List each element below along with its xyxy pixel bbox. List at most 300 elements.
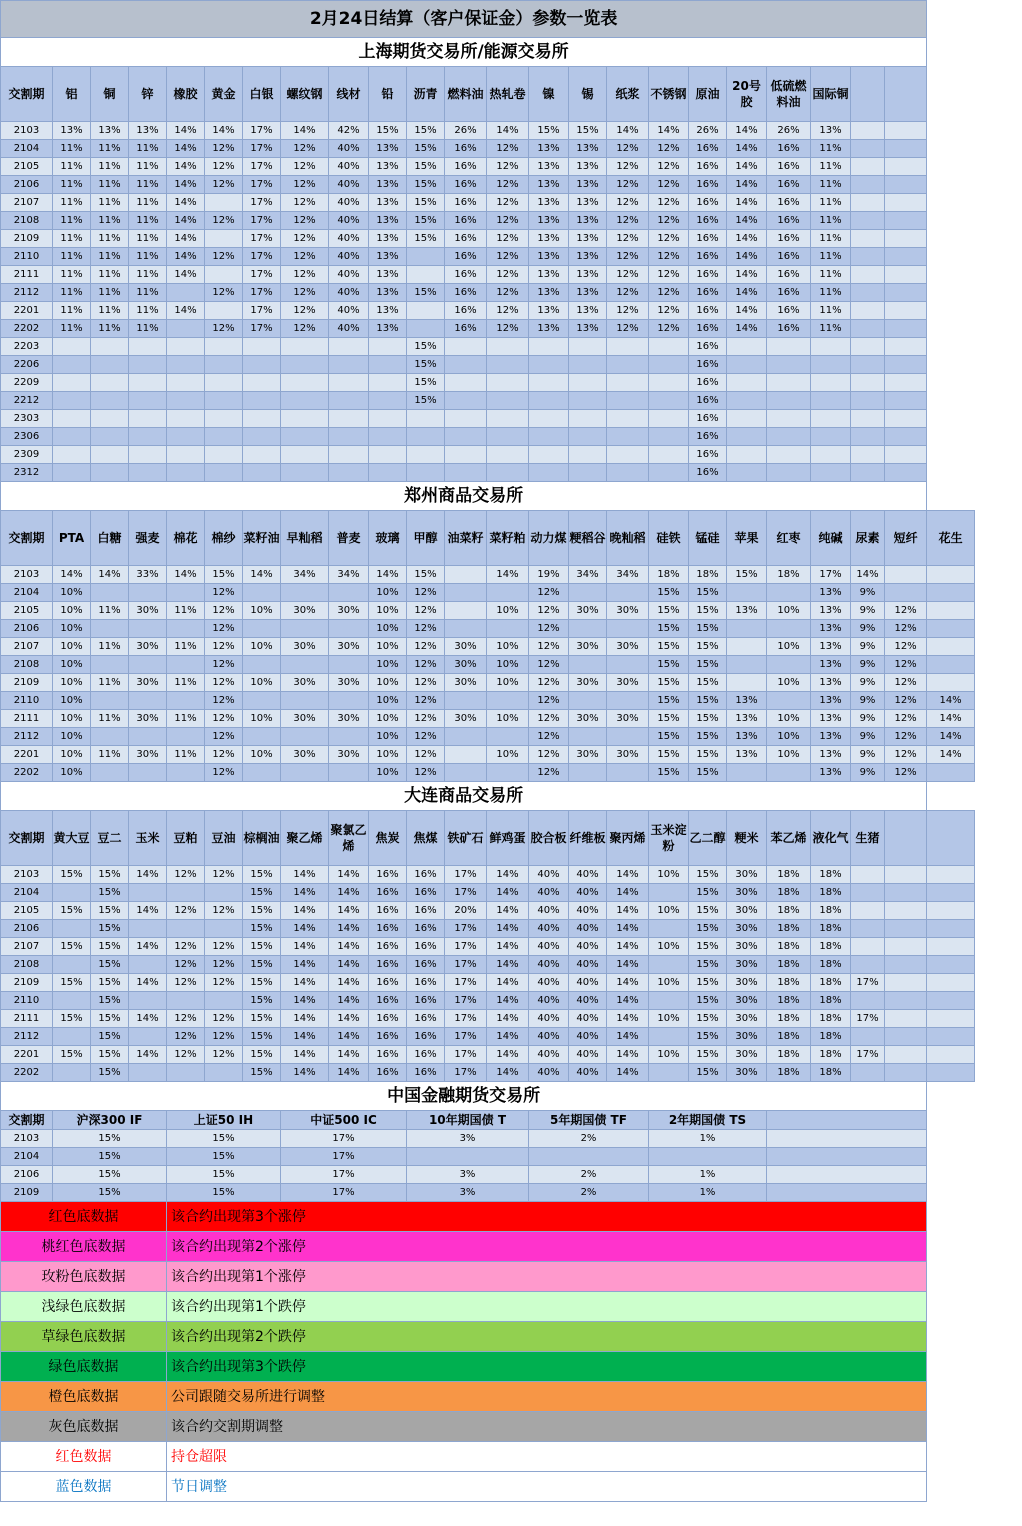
shfe-margin-cell: 15% bbox=[569, 122, 607, 140]
czce-margin-cell bbox=[767, 584, 811, 602]
shfe-margin-cell bbox=[445, 338, 487, 356]
czce-margin-cell: 30% bbox=[129, 674, 167, 692]
shfe-margin-cell: 16% bbox=[689, 464, 727, 482]
shfe-margin-cell bbox=[53, 338, 91, 356]
czce-margin-cell: 12% bbox=[407, 710, 445, 728]
shfe-margin-cell bbox=[487, 410, 529, 428]
shfe-margin-cell bbox=[487, 446, 529, 464]
czce-table-row bbox=[1, 764, 975, 782]
czce-header-cell: 晚籼稻 bbox=[607, 511, 649, 566]
czce-delivery-period: 2103 bbox=[1, 566, 53, 584]
czce-margin-cell: 30% bbox=[607, 674, 649, 692]
dce-margin-cell: 14% bbox=[281, 920, 329, 938]
shfe-margin-cell bbox=[445, 464, 487, 482]
shfe-margin-cell bbox=[281, 338, 329, 356]
shfe-header-cell: 白银 bbox=[243, 67, 281, 122]
legend-description: 节日调整 bbox=[167, 1472, 927, 1502]
dce-margin-cell: 14% bbox=[607, 992, 649, 1010]
dce-margin-cell bbox=[205, 1064, 243, 1082]
czce-margin-cell: 11% bbox=[91, 710, 129, 728]
shfe-table-row bbox=[1, 230, 975, 248]
shfe-header-cell bbox=[885, 67, 927, 122]
dce-margin-cell: 10% bbox=[649, 974, 689, 992]
czce-margin-cell: 12% bbox=[407, 692, 445, 710]
czce-header-cell: 菜籽粕 bbox=[487, 511, 529, 566]
shfe-margin-cell bbox=[129, 428, 167, 446]
czce-margin-cell bbox=[129, 620, 167, 638]
shfe-margin-cell bbox=[885, 176, 927, 194]
shfe-margin-cell: 11% bbox=[91, 284, 129, 302]
cffex-table-row bbox=[1, 1130, 975, 1148]
dce-margin-cell: 15% bbox=[91, 902, 129, 920]
dce-margin-cell: 14% bbox=[607, 956, 649, 974]
shfe-margin-cell bbox=[851, 446, 885, 464]
czce-margin-cell bbox=[329, 764, 369, 782]
shfe-margin-cell: 16% bbox=[689, 266, 727, 284]
czce-margin-cell bbox=[727, 656, 767, 674]
shfe-header-cell: 锡 bbox=[569, 67, 607, 122]
czce-delivery-period: 2108 bbox=[1, 656, 53, 674]
czce-header-cell: 花生 bbox=[927, 511, 975, 566]
dce-margin-cell: 12% bbox=[167, 938, 205, 956]
czce-margin-cell: 13% bbox=[727, 710, 767, 728]
shfe-margin-cell bbox=[885, 410, 927, 428]
czce-delivery-period: 2110 bbox=[1, 692, 53, 710]
shfe-margin-cell bbox=[407, 266, 445, 284]
shfe-margin-cell bbox=[329, 338, 369, 356]
shfe-margin-cell: 26% bbox=[445, 122, 487, 140]
shfe-margin-cell bbox=[851, 266, 885, 284]
shfe-margin-cell bbox=[727, 338, 767, 356]
dce-margin-cell: 40% bbox=[529, 866, 569, 884]
dce-margin-cell: 18% bbox=[767, 992, 811, 1010]
dce-margin-cell: 17% bbox=[445, 956, 487, 974]
czce-margin-cell bbox=[927, 638, 975, 656]
shfe-margin-cell bbox=[329, 428, 369, 446]
dce-margin-cell: 14% bbox=[607, 974, 649, 992]
czce-margin-cell bbox=[927, 566, 975, 584]
legend-description: 该合约出现第2个涨停 bbox=[167, 1232, 927, 1262]
dce-delivery-period: 2201 bbox=[1, 1046, 53, 1064]
dce-margin-cell: 14% bbox=[329, 1010, 369, 1028]
dce-margin-cell: 40% bbox=[569, 884, 607, 902]
shfe-table-row bbox=[1, 158, 975, 176]
czce-margin-cell: 10% bbox=[369, 620, 407, 638]
dce-margin-cell: 18% bbox=[767, 974, 811, 992]
cffex-margin-cell: 15% bbox=[167, 1130, 281, 1148]
cffex-margin-cell: 2% bbox=[529, 1184, 649, 1202]
shfe-margin-cell: 16% bbox=[445, 176, 487, 194]
shfe-margin-cell: 14% bbox=[167, 248, 205, 266]
shfe-margin-cell: 14% bbox=[727, 122, 767, 140]
czce-margin-cell: 11% bbox=[167, 746, 205, 764]
shfe-margin-cell bbox=[529, 392, 569, 410]
shfe-margin-cell bbox=[407, 320, 445, 338]
legend-label: 灰色底数据 bbox=[1, 1412, 167, 1442]
shfe-margin-cell: 15% bbox=[407, 176, 445, 194]
shfe-margin-cell: 15% bbox=[407, 194, 445, 212]
shfe-margin-cell: 11% bbox=[129, 266, 167, 284]
shfe-margin-cell: 16% bbox=[767, 212, 811, 230]
czce-margin-cell: 13% bbox=[727, 728, 767, 746]
shfe-margin-cell: 14% bbox=[727, 320, 767, 338]
shfe-margin-cell bbox=[487, 338, 529, 356]
dce-margin-cell bbox=[129, 992, 167, 1010]
dce-margin-cell: 18% bbox=[811, 992, 851, 1010]
shfe-delivery-period: 2106 bbox=[1, 176, 53, 194]
shfe-margin-cell bbox=[91, 338, 129, 356]
cffex-margin-cell bbox=[767, 1148, 927, 1166]
czce-margin-cell: 15% bbox=[649, 584, 689, 602]
shfe-margin-cell: 11% bbox=[53, 266, 91, 284]
shfe-margin-cell: 15% bbox=[407, 122, 445, 140]
czce-margin-cell bbox=[91, 584, 129, 602]
shfe-margin-cell bbox=[205, 428, 243, 446]
dce-margin-cell: 16% bbox=[407, 1028, 445, 1046]
dce-margin-cell: 15% bbox=[689, 1064, 727, 1082]
shfe-margin-cell bbox=[329, 464, 369, 482]
shfe-margin-cell: 12% bbox=[205, 284, 243, 302]
dce-margin-cell bbox=[129, 1028, 167, 1046]
shfe-margin-cell bbox=[767, 338, 811, 356]
dce-margin-cell: 14% bbox=[487, 1028, 529, 1046]
shfe-margin-cell: 13% bbox=[569, 284, 607, 302]
czce-margin-cell: 10% bbox=[53, 674, 91, 692]
legend-row bbox=[1, 1442, 975, 1472]
shfe-margin-cell: 12% bbox=[205, 140, 243, 158]
shfe-margin-cell: 12% bbox=[607, 248, 649, 266]
shfe-margin-cell: 11% bbox=[129, 140, 167, 158]
czce-margin-cell: 12% bbox=[885, 710, 927, 728]
shfe-margin-cell: 12% bbox=[649, 176, 689, 194]
shfe-delivery-period: 2306 bbox=[1, 428, 53, 446]
legend-label: 玫粉色底数据 bbox=[1, 1262, 167, 1292]
shfe-margin-cell: 26% bbox=[767, 122, 811, 140]
dce-margin-cell: 18% bbox=[767, 1010, 811, 1028]
czce-margin-cell bbox=[927, 674, 975, 692]
shfe-margin-cell: 17% bbox=[243, 230, 281, 248]
dce-margin-cell: 14% bbox=[329, 902, 369, 920]
shfe-margin-cell: 12% bbox=[607, 320, 649, 338]
shfe-margin-cell bbox=[243, 338, 281, 356]
shfe-margin-cell: 12% bbox=[607, 302, 649, 320]
czce-margin-cell bbox=[607, 692, 649, 710]
czce-margin-cell: 10% bbox=[369, 584, 407, 602]
shfe-margin-cell bbox=[369, 428, 407, 446]
shfe-margin-cell bbox=[811, 446, 851, 464]
czce-margin-cell: 14% bbox=[487, 566, 529, 584]
shfe-margin-cell: 11% bbox=[91, 248, 129, 266]
czce-margin-cell: 12% bbox=[205, 710, 243, 728]
shfe-margin-cell: 42% bbox=[329, 122, 369, 140]
dce-margin-cell: 40% bbox=[569, 1064, 607, 1082]
czce-margin-cell: 10% bbox=[487, 638, 529, 656]
dce-delivery-period: 2202 bbox=[1, 1064, 53, 1082]
shfe-margin-cell bbox=[167, 428, 205, 446]
czce-margin-cell: 10% bbox=[369, 710, 407, 728]
shfe-margin-cell bbox=[91, 428, 129, 446]
dce-table-row bbox=[1, 866, 975, 884]
czce-margin-cell bbox=[243, 728, 281, 746]
dce-margin-cell: 15% bbox=[689, 884, 727, 902]
shfe-margin-cell: 12% bbox=[649, 266, 689, 284]
shfe-margin-cell bbox=[569, 428, 607, 446]
shfe-margin-cell: 17% bbox=[243, 122, 281, 140]
czce-margin-cell: 10% bbox=[53, 746, 91, 764]
shfe-margin-cell bbox=[851, 374, 885, 392]
shfe-margin-cell: 13% bbox=[569, 230, 607, 248]
czce-margin-cell: 10% bbox=[767, 728, 811, 746]
czce-table-row bbox=[1, 674, 975, 692]
shfe-margin-cell: 14% bbox=[487, 122, 529, 140]
dce-margin-cell: 16% bbox=[369, 956, 407, 974]
dce-margin-cell: 18% bbox=[767, 1028, 811, 1046]
shfe-margin-cell bbox=[885, 302, 927, 320]
czce-margin-cell: 10% bbox=[53, 620, 91, 638]
shfe-margin-cell bbox=[767, 374, 811, 392]
shfe-margin-cell bbox=[529, 356, 569, 374]
shfe-margin-cell: 17% bbox=[243, 212, 281, 230]
czce-margin-cell bbox=[607, 584, 649, 602]
shfe-margin-cell: 13% bbox=[529, 284, 569, 302]
czce-margin-cell bbox=[445, 602, 487, 620]
shfe-margin-cell bbox=[885, 428, 927, 446]
shfe-margin-cell: 16% bbox=[445, 212, 487, 230]
shfe-margin-cell: 26% bbox=[689, 122, 727, 140]
czce-margin-cell bbox=[243, 692, 281, 710]
shfe-table-row bbox=[1, 392, 975, 410]
dce-margin-cell: 16% bbox=[407, 1064, 445, 1082]
dce-margin-cell bbox=[927, 902, 975, 920]
dce-margin-cell bbox=[851, 920, 885, 938]
shfe-margin-cell: 12% bbox=[649, 248, 689, 266]
dce-header-cell: 豆粕 bbox=[167, 811, 205, 866]
shfe-margin-cell: 13% bbox=[529, 140, 569, 158]
czce-margin-cell: 30% bbox=[329, 710, 369, 728]
shfe-margin-cell bbox=[243, 446, 281, 464]
dce-margin-cell: 12% bbox=[167, 866, 205, 884]
dce-margin-cell bbox=[885, 1010, 927, 1028]
shfe-margin-cell: 16% bbox=[767, 230, 811, 248]
dce-margin-cell: 14% bbox=[281, 1010, 329, 1028]
shfe-margin-cell bbox=[53, 356, 91, 374]
shfe-margin-cell: 16% bbox=[767, 248, 811, 266]
shfe-margin-cell bbox=[487, 356, 529, 374]
czce-margin-cell: 12% bbox=[205, 746, 243, 764]
shfe-margin-cell bbox=[53, 374, 91, 392]
czce-margin-cell bbox=[281, 692, 329, 710]
shfe-margin-cell: 11% bbox=[811, 320, 851, 338]
czce-delivery-period: 2107 bbox=[1, 638, 53, 656]
shfe-margin-cell: 17% bbox=[243, 194, 281, 212]
legend-row bbox=[1, 1232, 975, 1262]
legend-row bbox=[1, 1472, 975, 1502]
shfe-margin-cell bbox=[129, 374, 167, 392]
shfe-margin-cell: 16% bbox=[445, 248, 487, 266]
dce-margin-cell: 12% bbox=[205, 866, 243, 884]
shfe-margin-cell bbox=[167, 284, 205, 302]
czce-margin-cell: 15% bbox=[689, 692, 727, 710]
czce-margin-cell bbox=[727, 764, 767, 782]
shfe-table-row bbox=[1, 284, 975, 302]
czce-margin-cell: 13% bbox=[811, 674, 851, 692]
czce-margin-cell: 13% bbox=[811, 584, 851, 602]
dce-header-cell: 铁矿石 bbox=[445, 811, 487, 866]
czce-margin-cell: 12% bbox=[885, 746, 927, 764]
shfe-margin-cell: 16% bbox=[689, 230, 727, 248]
dce-margin-cell: 18% bbox=[811, 1028, 851, 1046]
legend-label: 桃红色底数据 bbox=[1, 1232, 167, 1262]
dce-margin-cell: 14% bbox=[487, 938, 529, 956]
dce-margin-cell: 15% bbox=[689, 992, 727, 1010]
shfe-header-cell bbox=[851, 67, 885, 122]
shfe-header-cell: 20号胶 bbox=[727, 67, 767, 122]
czce-margin-cell: 9% bbox=[851, 692, 885, 710]
czce-margin-cell: 30% bbox=[329, 674, 369, 692]
dce-margin-cell: 15% bbox=[689, 956, 727, 974]
czce-margin-cell bbox=[445, 728, 487, 746]
shfe-margin-cell: 11% bbox=[129, 248, 167, 266]
shfe-margin-cell bbox=[885, 392, 927, 410]
shfe-margin-cell: 13% bbox=[569, 176, 607, 194]
shfe-table-row bbox=[1, 356, 975, 374]
shfe-delivery-period: 2104 bbox=[1, 140, 53, 158]
shfe-margin-cell: 14% bbox=[727, 212, 767, 230]
dce-margin-cell: 15% bbox=[243, 956, 281, 974]
legend-description: 公司跟随交易所进行调整 bbox=[167, 1382, 927, 1412]
czce-margin-cell: 34% bbox=[329, 566, 369, 584]
shfe-margin-cell bbox=[649, 338, 689, 356]
shfe-margin-cell bbox=[53, 410, 91, 428]
czce-margin-cell bbox=[281, 764, 329, 782]
dce-margin-cell: 14% bbox=[607, 884, 649, 902]
czce-margin-cell: 18% bbox=[767, 566, 811, 584]
shfe-header-cell: 热轧卷 bbox=[487, 67, 529, 122]
shfe-margin-cell bbox=[205, 464, 243, 482]
shfe-table-row bbox=[1, 302, 975, 320]
dce-margin-cell: 15% bbox=[53, 1046, 91, 1064]
czce-margin-cell bbox=[927, 656, 975, 674]
shfe-margin-cell: 16% bbox=[767, 302, 811, 320]
czce-margin-cell: 12% bbox=[529, 602, 569, 620]
dce-margin-cell: 10% bbox=[649, 1010, 689, 1028]
shfe-margin-cell bbox=[329, 374, 369, 392]
czce-header-cell: 强麦 bbox=[129, 511, 167, 566]
dce-margin-cell: 10% bbox=[649, 902, 689, 920]
dce-header-cell: 玉米 bbox=[129, 811, 167, 866]
legend-description: 该合约出现第3个跌停 bbox=[167, 1352, 927, 1382]
czce-margin-cell: 13% bbox=[811, 620, 851, 638]
dce-margin-cell: 14% bbox=[329, 1064, 369, 1082]
shfe-margin-cell: 11% bbox=[129, 158, 167, 176]
czce-margin-cell: 15% bbox=[689, 620, 727, 638]
czce-margin-cell: 9% bbox=[851, 746, 885, 764]
dce-margin-cell: 14% bbox=[329, 884, 369, 902]
czce-header-cell: 红枣 bbox=[767, 511, 811, 566]
shfe-margin-cell: 13% bbox=[569, 158, 607, 176]
dce-delivery-period: 2111 bbox=[1, 1010, 53, 1028]
cffex-header-cell: 沪深300 IF bbox=[53, 1111, 167, 1130]
dce-header-cell: 玉米淀粉 bbox=[649, 811, 689, 866]
dce-margin-cell: 14% bbox=[129, 938, 167, 956]
shfe-margin-cell: 11% bbox=[53, 230, 91, 248]
czce-header-cell: 硅铁 bbox=[649, 511, 689, 566]
shfe-margin-cell bbox=[129, 410, 167, 428]
dce-header-cell: 聚乙烯 bbox=[281, 811, 329, 866]
dce-margin-cell: 14% bbox=[487, 1064, 529, 1082]
shfe-margin-cell bbox=[205, 338, 243, 356]
czce-margin-cell: 12% bbox=[885, 602, 927, 620]
shfe-delivery-period: 2303 bbox=[1, 410, 53, 428]
czce-margin-cell: 12% bbox=[529, 638, 569, 656]
shfe-exchange-name: 上海期货交易所/能源交易所 bbox=[1, 38, 927, 67]
cffex-header-cell bbox=[767, 1111, 927, 1130]
cffex-delivery-period: 2109 bbox=[1, 1184, 53, 1202]
czce-margin-cell: 30% bbox=[129, 638, 167, 656]
czce-margin-cell: 15% bbox=[727, 566, 767, 584]
czce-margin-cell: 12% bbox=[885, 728, 927, 746]
shfe-margin-cell: 16% bbox=[689, 374, 727, 392]
czce-margin-cell: 12% bbox=[407, 602, 445, 620]
shfe-margin-cell bbox=[91, 374, 129, 392]
legend-label: 绿色底数据 bbox=[1, 1352, 167, 1382]
shfe-margin-cell: 16% bbox=[767, 284, 811, 302]
dce-margin-cell: 40% bbox=[569, 1046, 607, 1064]
czce-margin-cell: 10% bbox=[369, 656, 407, 674]
czce-margin-cell bbox=[167, 656, 205, 674]
dce-margin-cell bbox=[927, 1028, 975, 1046]
dce-margin-cell: 14% bbox=[329, 938, 369, 956]
dce-header-cell: 生猪 bbox=[851, 811, 885, 866]
shfe-margin-cell: 17% bbox=[243, 176, 281, 194]
shfe-margin-cell bbox=[243, 464, 281, 482]
dce-delivery-period: 2104 bbox=[1, 884, 53, 902]
shfe-margin-cell: 11% bbox=[811, 176, 851, 194]
shfe-header-cell: 低硫燃料油 bbox=[767, 67, 811, 122]
dce-delivery-period: 2110 bbox=[1, 992, 53, 1010]
dce-margin-cell: 16% bbox=[369, 884, 407, 902]
dce-margin-cell: 14% bbox=[281, 1046, 329, 1064]
shfe-margin-cell: 17% bbox=[243, 248, 281, 266]
czce-margin-cell: 17% bbox=[811, 566, 851, 584]
shfe-margin-cell bbox=[53, 464, 91, 482]
dce-margin-cell: 30% bbox=[727, 866, 767, 884]
shfe-margin-cell bbox=[281, 464, 329, 482]
dce-margin-cell bbox=[129, 956, 167, 974]
dce-margin-cell bbox=[851, 938, 885, 956]
czce-margin-cell: 15% bbox=[649, 620, 689, 638]
shfe-margin-cell bbox=[529, 464, 569, 482]
dce-margin-cell: 30% bbox=[727, 1028, 767, 1046]
shfe-table-row bbox=[1, 446, 975, 464]
dce-exchange-name: 大连商品交易所 bbox=[1, 782, 927, 811]
shfe-margin-cell bbox=[407, 302, 445, 320]
shfe-margin-cell: 12% bbox=[607, 230, 649, 248]
shfe-margin-cell bbox=[851, 248, 885, 266]
shfe-margin-cell bbox=[727, 392, 767, 410]
dce-margin-cell: 16% bbox=[369, 992, 407, 1010]
czce-margin-cell bbox=[487, 584, 529, 602]
shfe-header-cell: 国际铜 bbox=[811, 67, 851, 122]
dce-header-cell: 交割期 bbox=[1, 811, 53, 866]
czce-margin-cell: 15% bbox=[649, 602, 689, 620]
dce-margin-cell: 17% bbox=[851, 1010, 885, 1028]
shfe-margin-cell bbox=[727, 356, 767, 374]
shfe-margin-cell bbox=[205, 446, 243, 464]
shfe-margin-cell: 13% bbox=[529, 194, 569, 212]
dce-margin-cell: 40% bbox=[569, 902, 607, 920]
shfe-margin-cell bbox=[369, 374, 407, 392]
